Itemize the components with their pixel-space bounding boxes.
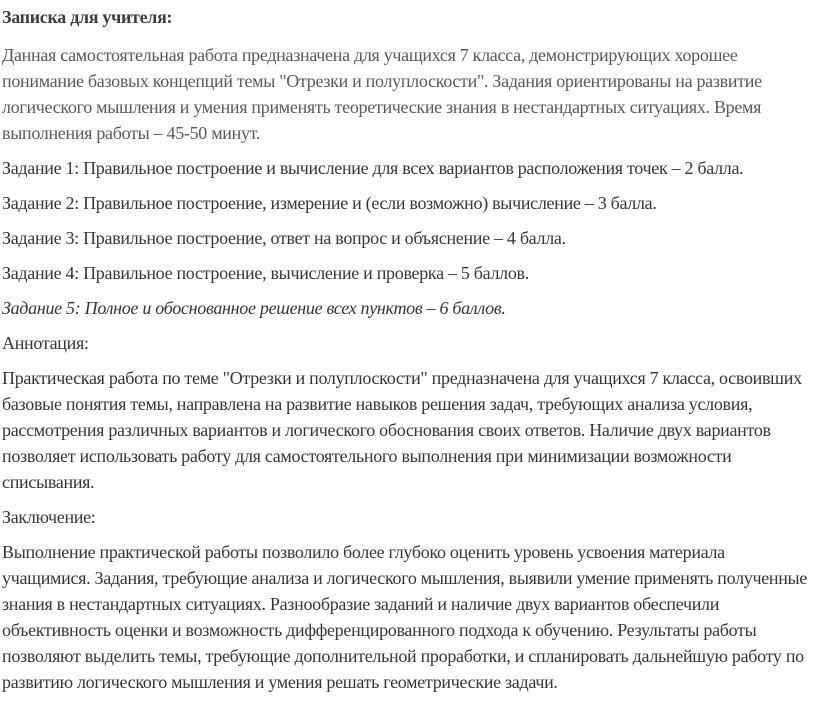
grading-item-2: Задание 2: Правильное построение, измерение и (если возможно) вычисление – 3 балла. [2,193,657,213]
conclusion-paragraph: Выполнение практической работы позволило более глубоко оценить уровень усвоения материала учащимися. Задания, требующие анализа и логического мышления, выявили умение применять полученные знания в нестандартных ситуациях. Разнообразие заданий и наличие двух вариантов обеспечили объективность оценки и возможность дифференцированного подхода к обучению. Результаты работы позволяют выделить темы, требующие дополнительной проработки, и спланировать дальнейшую работу по развитию логического мышления и умения решать геометрические задачи. [2,542,808,692]
annotation-paragraph: Практическая работа по теме "Отрезки и полуплоскости" предназначена для учащихся 7 класса, освоивших базовые понятия темы, направлена на развитие навыков решения задач, требующих анализа условия, рассмотрения различных вариантов и логического обоснования своих ответов. Наличие двух вариантов позволяет использовать работу для самостоятельного выполнения при минимизации возможности списывания. [2,368,802,492]
conclusion-heading: Заключение: [2,507,96,527]
grading-item-1: Задание 1: Правильное построение и вычисление для всех вариантов расположения точек – 2 балла. [2,158,744,178]
grading-item-3: Задание 3: Правильное построение, ответ на вопрос и объяснение – 4 балла. [2,228,566,248]
grading-item-4: Задание 4: Правильное построение, вычисление и проверка – 5 баллов. [2,263,529,283]
annotation-heading: Аннотация: [2,333,89,353]
teacher-note-heading: Записка для учителя: [2,7,173,27]
grading-item-5: Задание 5: Полное и обоснованное решение всех пунктов – 6 баллов. [2,298,506,318]
teacher-note-paragraph: Данная самостоятельная работа предназначена для учащихся 7 класса, демонстрирующих хорошее понимание базовых концепций темы "Отрезки и полуплоскости". Задания ориентированы на развитие логического мышления и умения применять теоретические знания в нестандартных ситуациях. Время выполнения работы – 45-50 минут. [2,45,762,143]
